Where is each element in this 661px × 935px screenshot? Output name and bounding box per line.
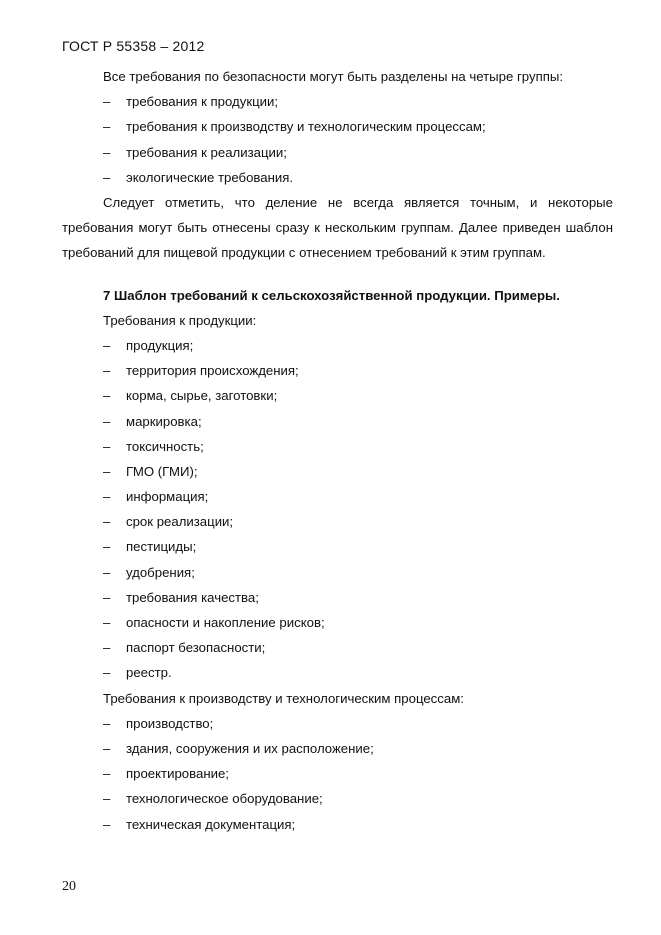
list-item	[62, 635, 613, 660]
intro-paragraph: Все требования по безопасности могут быть разделены на четыре группы:	[103, 69, 564, 84]
note-paragraph: Следует отметить, что деление не всегда является точным, и некоторые требования могут быть отнесены сразу к нескольким группам. Далее приведен шаблон требований для пищевой продукции с отнесением требований к этим группам.	[62, 194, 613, 261]
list-item-text: срок реализации;	[126, 514, 234, 530]
list-item	[62, 89, 613, 114]
list-item-text: территория происхождения;	[126, 363, 299, 379]
list-item	[62, 140, 613, 165]
dash-bullet: –	[103, 169, 111, 185]
list-item	[62, 534, 613, 559]
dash-bullet: –	[103, 816, 111, 832]
list-item-text: производство;	[126, 715, 214, 731]
dash-bullet: –	[103, 363, 111, 379]
list-item	[62, 736, 613, 761]
dash-bullet: –	[103, 337, 111, 353]
list-item	[62, 560, 613, 585]
dash-bullet: –	[103, 740, 111, 756]
product-requirements-title: Требования к продукции:	[103, 312, 257, 328]
list-item	[62, 484, 613, 509]
list-item	[62, 660, 613, 685]
dash-bullet: –	[103, 715, 111, 731]
dash-bullet: –	[103, 539, 111, 555]
dash-bullet: –	[103, 489, 111, 505]
list-item-text: техническая документация;	[126, 816, 296, 832]
list-item	[62, 761, 613, 786]
dash-bullet: –	[103, 514, 111, 530]
dash-bullet: –	[103, 564, 111, 580]
list-item	[62, 434, 613, 459]
list-item-text: токсичность;	[126, 438, 204, 454]
product-requirements-list	[62, 333, 613, 686]
list-item-text: ГМО (ГМИ);	[126, 463, 198, 479]
list-item-text: технологическое оборудование;	[126, 791, 323, 807]
list-item-text: экологические требования.	[126, 169, 294, 185]
list-item-text: требования к производству и технологическим процессам;	[126, 119, 486, 135]
list-item	[62, 333, 613, 358]
dash-bullet: –	[103, 144, 111, 160]
list-item	[62, 409, 613, 434]
list-item-text: проектирование;	[126, 766, 229, 782]
dash-bullet: –	[103, 388, 111, 404]
list-item	[62, 358, 613, 383]
dash-bullet: –	[103, 438, 111, 454]
section-heading: 7 Шаблон требований к сельскохозяйственной продукции. Примеры.	[103, 287, 560, 303]
list-item	[62, 165, 613, 190]
dash-bullet: –	[103, 640, 111, 656]
dash-bullet: –	[103, 665, 111, 681]
dash-bullet: –	[103, 791, 111, 807]
list-item	[62, 786, 613, 811]
list-item-text: требования качества;	[126, 589, 259, 605]
list-item-text: требования к продукции;	[126, 94, 279, 110]
dash-bullet: –	[103, 766, 111, 782]
standard-header: ГОСТ Р 55358 – 2012	[62, 38, 205, 54]
list-item-text: паспорт безопасности;	[126, 640, 266, 656]
page-content	[62, 64, 613, 837]
production-requirements-title: Требования к производству и технологическим процессам:	[103, 690, 464, 706]
list-item	[62, 459, 613, 484]
list-item-text: продукция;	[126, 337, 194, 353]
list-item-text: удобрения;	[126, 564, 195, 580]
dash-bullet: –	[103, 463, 111, 479]
intro-list	[62, 89, 613, 190]
list-item-text: здания, сооружения и их расположение;	[126, 740, 374, 756]
list-item	[62, 114, 613, 139]
list-item	[62, 610, 613, 635]
list-item-text: реестр.	[126, 665, 172, 681]
list-item	[62, 812, 613, 837]
dash-bullet: –	[103, 615, 111, 631]
dash-bullet: –	[103, 413, 111, 429]
list-item-text: пестициды;	[126, 539, 197, 555]
list-item	[62, 509, 613, 534]
dash-bullet: –	[103, 589, 111, 605]
dash-bullet: –	[103, 119, 111, 135]
list-item	[62, 585, 613, 610]
list-item-text: корма, сырье, заготовки;	[126, 388, 278, 404]
list-item-text: маркировка;	[126, 413, 202, 429]
list-item	[62, 383, 613, 408]
list-item-text: требования к реализации;	[126, 144, 287, 160]
list-item-text: опасности и накопление рисков;	[126, 615, 325, 631]
dash-bullet: –	[103, 94, 111, 110]
list-item-text: информация;	[126, 489, 209, 505]
production-requirements-list	[62, 711, 613, 837]
page-number: 20	[62, 879, 76, 894]
list-item	[62, 711, 613, 736]
